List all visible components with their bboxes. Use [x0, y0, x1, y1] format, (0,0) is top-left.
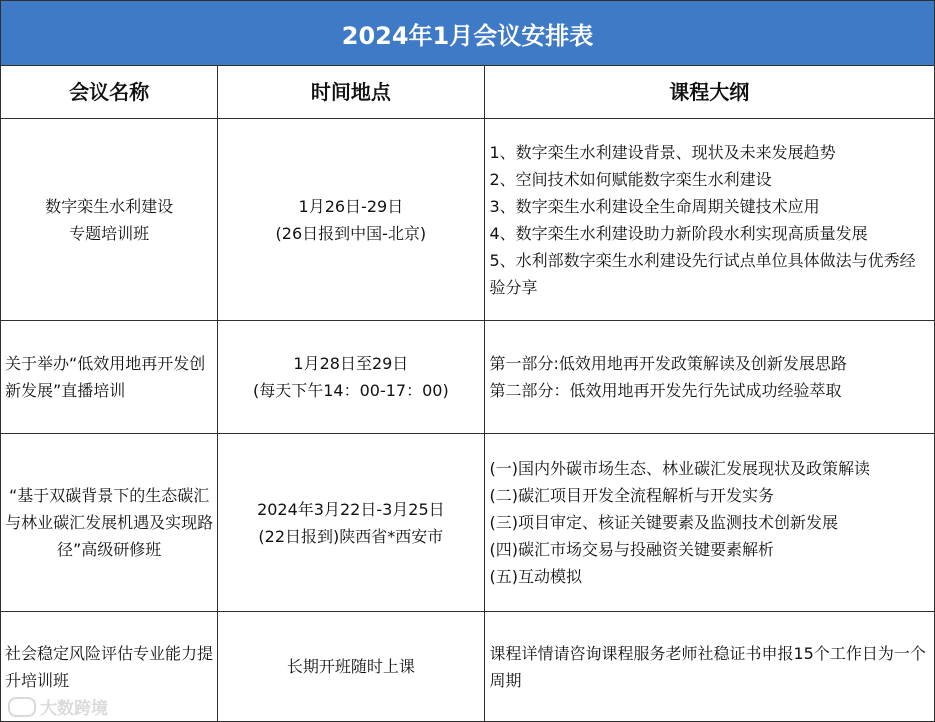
- watermark-logo-icon: [8, 697, 36, 717]
- time-line: 2024年3月22日-3月25日: [257, 499, 445, 519]
- outline-cell: [484, 434, 935, 612]
- table-row: [1, 119, 935, 321]
- meeting-name-line: 关于举办“低效用地再开发创新发展”直播培训: [5, 354, 206, 400]
- outline-item: (三)项目审定、核证关键要素及监测技术创新发展: [489, 513, 838, 532]
- meeting-name-line: “基于双碳背景下的生态碳汇与林业碳汇发展机遇及实现路径”高级研修班: [5, 486, 214, 559]
- outline-item: 5、水利部数字栾生水利建设先行试点单位具体做法与优秀经验分享: [489, 250, 916, 297]
- table-title: 2024年1月会议安排表: [0, 0, 935, 66]
- header-course-outline: 课程大纲: [484, 66, 935, 119]
- meeting-name-cell: [1, 321, 218, 434]
- outline-item: 4、数字栾生水利建设助力新阶段水利实现高质量发展: [489, 223, 868, 243]
- outline-item: 第一部分:低效用地再开发政策解读及创新发展思路: [489, 354, 847, 373]
- meeting-name-cell: [1, 434, 218, 612]
- hours-line: (每天下午14：00-17：00): [253, 381, 449, 400]
- header-time-location: 时间地点: [218, 66, 484, 119]
- outline-item: 课程详情请咨询课程服务老师社稳证书申报15个工作日为一个周期: [489, 643, 926, 690]
- table-row: [1, 434, 935, 612]
- outline-item: 3、数字栾生水利建设全生命周期关键技术应用: [489, 196, 820, 216]
- outline-item: (四)碳汇市场交易与投融资关键要素解析: [489, 540, 774, 559]
- table-row: [1, 612, 935, 722]
- header-row: [1, 66, 935, 119]
- time-location-cell: [218, 434, 484, 612]
- schedule-table: [0, 65, 935, 722]
- watermark: [8, 694, 108, 719]
- outline-cell: [484, 321, 935, 434]
- header-meeting-name: 会议名称: [1, 66, 218, 119]
- time-location-cell: [218, 119, 484, 321]
- meeting-name-cell: [1, 119, 218, 321]
- table-row: [1, 321, 935, 434]
- outline-item: 1、数字栾生水利建设背景、现状及未来发展趋势: [489, 142, 836, 162]
- time-line: 长期开班随时上课: [286, 657, 415, 676]
- outline-item: (一)国内外碳市场生态、林业碳汇发展现状及政策解读: [489, 459, 870, 478]
- outline-item: (二)碳汇项目开发全流程解析与开发实务: [489, 486, 774, 505]
- outline-item: 2、空间技术如何赋能数字栾生水利建设: [489, 169, 772, 189]
- location-line: (22日报到)陕西省*西安市: [258, 526, 444, 546]
- outline-item: 第二部分：低效用地再开发先行先试成功经验萃取: [489, 381, 842, 400]
- outline-cell: [484, 612, 935, 722]
- meeting-name-line: 数字栾生水利建设: [45, 196, 174, 216]
- meeting-name-line: 专题培训班: [69, 223, 150, 243]
- time-location-cell: [218, 321, 484, 434]
- time-line: 1月28日至29日: [293, 354, 409, 373]
- time-location-cell: [218, 612, 484, 722]
- watermark-text: 大数跨境: [40, 699, 108, 719]
- time-line: 1月26日-29日: [298, 196, 404, 216]
- location-line: (26日报到中国-北京): [275, 223, 427, 243]
- outline-item: (五)互动模拟: [489, 567, 582, 586]
- outline-cell: [484, 119, 935, 321]
- meeting-name-line: 社会稳定风险评估专业能力提升培训班: [5, 643, 214, 690]
